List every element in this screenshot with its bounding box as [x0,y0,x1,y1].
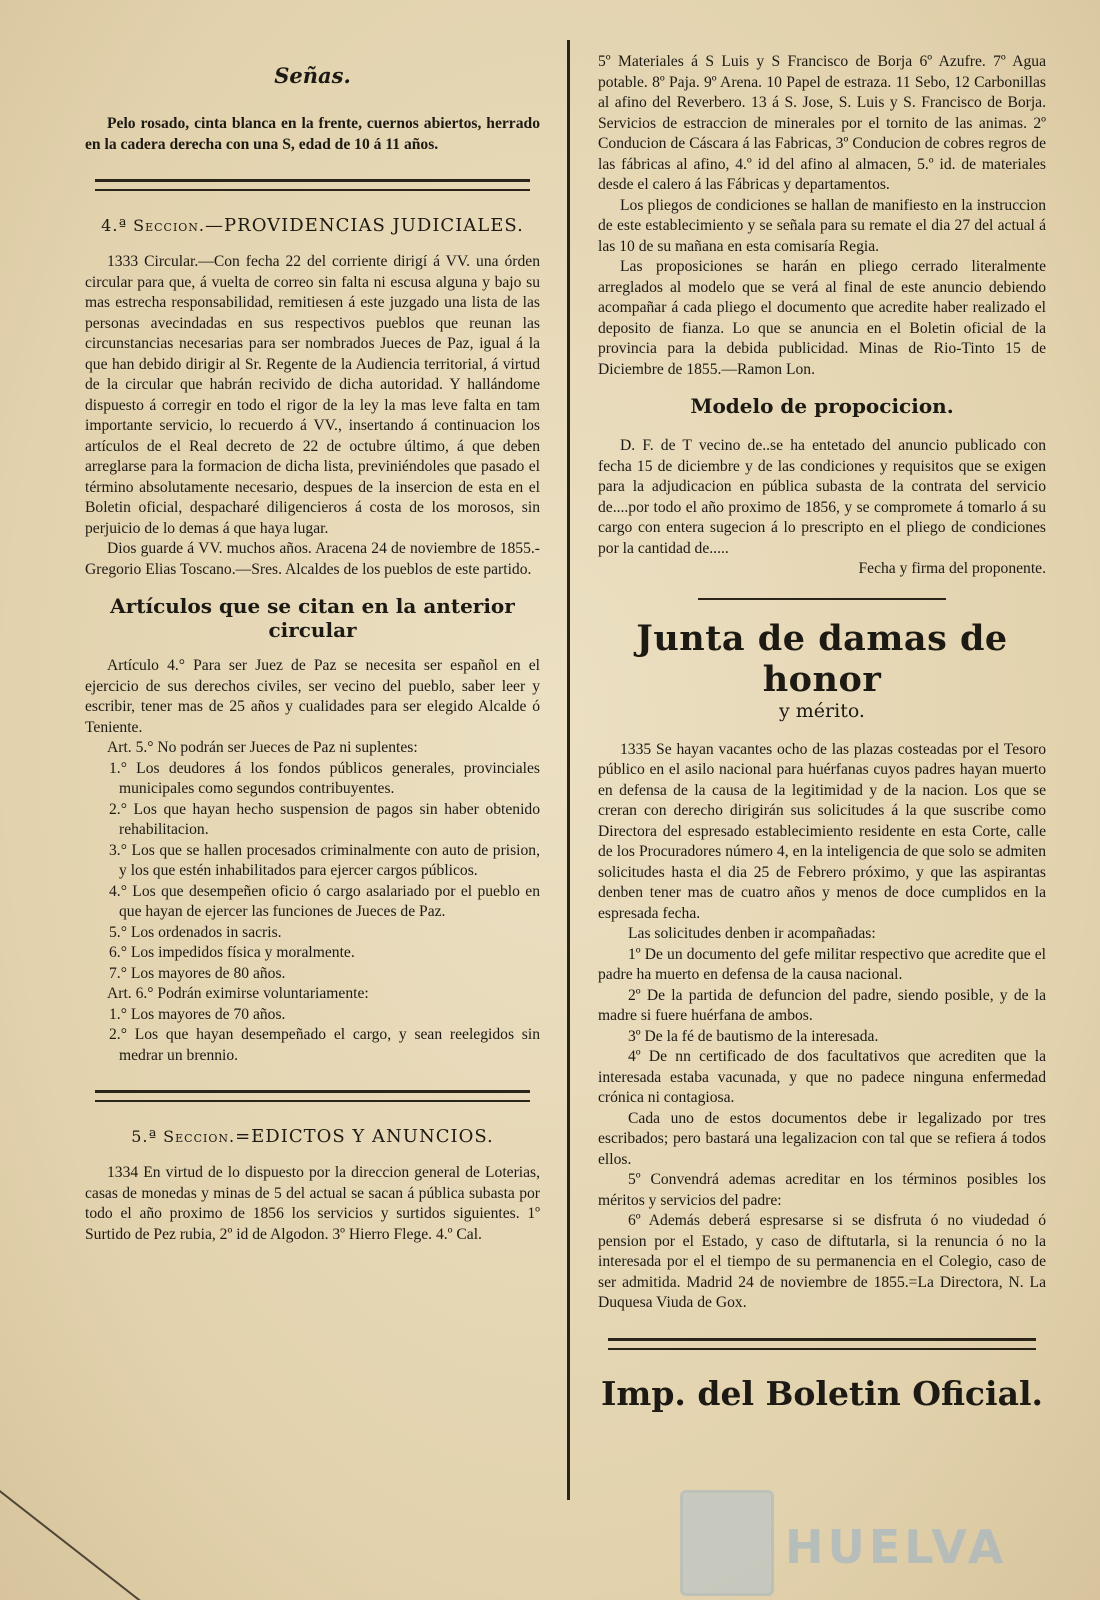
articulo-5-item-6: 6.° Los impedidos física y moralmente. [109,944,355,961]
senas-text: Pelo rosado, cinta blanca en la frente, cuernos abiertos, herrado en la cadera derecha con una S, edad de 10 á 11 años. [85,115,540,153]
requisito-3: 3º De la fé de bautismo de la interesada. [628,1027,879,1045]
requisito-2: 2º De la partida de defuncion del padre, siendo posible, y de la madre si fuere huérfana de ambos. [598,986,1046,1024]
anuncio-1335: 1335 Se hayan vacantes ocho de las plazas costeadas por el Tesoro público en el asilo nacional para huérfanas cuyos padres hayan muerto en defensa de la causa de la legitimidad y de la nacion. Los que se creran con derecho dirigirán sus solicitudes á la que suscribe como Directora del espresado establecimiento residente en esta Corte, calle de los Procuradores número 4, en la inteligencia de que solo se admiten solicitudes hasta el dia 25 de Febrero próximo, y que las aspirantas denben tener mas de cuatro años y menos de doce cumplidos en la espresada fecha. [598,740,1046,922]
left-column [85,55,540,1245]
huelva-watermark: HUELVA [785,1520,1008,1574]
section-4-title: —PROVIDENCIAS JUDICIALES. [205,215,524,236]
modelo-firma: Fecha y firma del proponente. [858,560,1046,577]
junta-heading: Junta de damas de honor [636,617,1008,700]
double-divider [95,179,530,191]
imprenta-footer: Imp. del Boletin Oficial. [601,1373,1043,1413]
requisito-6: 6º Además deberá espresarse si se disfruta ó no viudedad ó pension por el Estado, y caso de diftutarla, si la renuncia ó no la interesada por el el tiempo de su permanencia en el Colegio, caso de ser admitida. Madrid 24 de noviembre de 1855.=La Directora, N. La Duquesa Viuda de Gox. [598,1212,1046,1311]
articulo-4: Artículo 4.° Para ser Juez de Paz se necesita ser español en el ejercicio de sus derechos civiles, ser vecino del pueblo, saber leer y escribir, tener mas de 25 años y cualidades para ser elegido Alcalde ó Teniente. [85,657,540,736]
anuncio-1334-cont: 5º Materiales á S Luis y S Francisco de Borja 6º Azufre. 7º Agua potable. 8º Paja. 9º Arena. 10 Papel de estraza. 11 Sebo, 12 Carbonillas al afino del Reverbero. 13 á S. Jose, S. Luis y S. Francisco de Borja. Servicios de estraccion de minerales por el tornito de las animas. 2º Conducion de Cáscara á las Fabricas, 3º Conducion de cobres regros de las fábricas al afino, 4.º id del afino al almacen, 5.º id. de materiales desde el calero á las Fábricas y departamentos. [598,53,1046,193]
circular-1333: 1333 Circular.—Con fecha 22 del corriente dirigí á VV. una órden circular para que, á vuelta de correo sin falta ni escusa alguna y bajo su mas estrecha responsabilidad, remitiesen á este juzgado una lista de las personas avecindadas en sus respectivos pueblos que reunan las circunstancias necesarias para ser nombrados Jueces de Paz, igual á la que han debido dirigir al Sr. Regente de la Audiencia territorial, á virtud de la circular que habrán recivido de dicha autoridad. Y hallándome dispuesto á corregir en todo el rigor de la ley la mas leve falta en tam importante servicio, lo recuerdo á VV., insertando á continuacion los artículos de el Real decreto de 22 de octubre último, á que deben arreglarse para la formacion de dicha lista, previniéndoles que pasado el término absolutamente necesario, despues de la insercion de esta en el Boletin oficial, despacharé diligencieros á costa de los morosos, sin perjuicio de lo demas á que haya lugar. [85,253,540,537]
requisito-1: 1º De un documento del gefe militar respectivo que acredite que el padre ha muerto en defensa de la causa nacional. [598,945,1046,983]
column-divider [567,40,570,1500]
anuncio-1334: 1334 En virtud de lo dispuesto por la direccion general de Loterias, casas de monedas y minas de 5 del actual se sacan á pública subasta por todo el año proximo de 1856 los servicios y surtidos siguientes. 1º Surtido de Pez rubia, 2º id de Algodon. 3º Hierro Flege. 4.º Cal. [85,1164,540,1243]
requisito-4: 4º De nn certificado de dos facultativos que acrediten que la interesada estaba vacunada, y que no padece ninguna enfermedad crónica ni contagiosa. [598,1048,1046,1106]
section-5-label: 5.ª Seccion. [131,1127,236,1146]
senas-heading: Señas. [274,63,351,88]
articulo-5-item-4: 4.° Los que desempeñen oficio ó cargo asalariado por el pueblo en que hayan de ejercer las funciones de Jueces de Paz. [109,882,540,920]
divider [698,598,946,600]
double-divider [95,1090,530,1102]
stray-line [0,1490,189,1600]
articulo-5-item-7: 7.° Los mayores de 80 años. [109,964,286,982]
section-4-heading [85,215,540,236]
modelo-text: D. F. de T vecino de..se ha entetado del anuncio publicado con fecha 15 de diciembre y de las condiciones y requisitos que se exigen para la adjudicacion en pública subasta de la contrata del servicio de....por todo el año proximo de 1856, y se compromete á tomarlo á su cargo con entera sugecion á lo prescripto en el pliego de condiciones por la cantidad de..... [598,437,1046,557]
articulo-5-item-2: 2.° Los que hayan hecho suspension de pagos sin haber obtenido rehabilitacion. [109,800,540,838]
pliegos-text: Los pliegos de condiciones se hallan de manifiesto en la instruccion de este establecimiento y se señala para su remate el dia 27 del actual á las 10 de su mañana en esta comisaría Regia. [598,196,1046,255]
section-5-title: =EDICTOS Y ANUNCIOS. [235,1126,494,1147]
articulos-heading: Artículos que se citan en la anterior circular [110,594,515,642]
articulo-5: Art. 5.° No podrán ser Jueces de Paz ni suplentes: [107,739,418,756]
double-divider [608,1338,1036,1350]
articulo-6: Art. 6.° Podrán eximirse voluntariamente: [107,985,369,1002]
huelva-crest-watermark [680,1490,774,1596]
legalizacion-text: Cada uno de estos documentos debe ir legalizado por tres escribados; pero bastará una legalizacion con tal que se refiera á todos ellos. [598,1109,1046,1168]
articulo-5-item-3: 3.° Los que se hallen procesados criminalmente con auto de prision, y los que estén inhabilitados para ejercer cargos públicos. [109,841,540,879]
circular-signoff: Dios guarde á VV. muchos años. Aracena 24 de noviembre de 1855.-Gregorio Elias Toscano.—Sres. Alcaldes de los pueblos de este partido. [85,540,540,578]
articulo-6-item-1: 1.° Los mayores de 70 años. [109,1005,286,1023]
articulo-6-item-2: 2.° Los que hayan desempeñado el cargo, y sean reelegidos sin medrar un brennio. [109,1026,540,1064]
solicitudes-intro: Las solicitudes denben ir acompañadas: [628,925,876,942]
proposiciones-text: Las proposiciones se harán en pliego cerrado literalmente arreglados al modelo que se verá al final de este anuncio debiendo acompañar á cada pliego el documento que acredite haber realizado el deposito de fianza. Lo que se anuncia en el Boletin oficial de la provincia para la debida publicidad. Minas de Rio-Tinto 15 de Diciembre de 1855.—Ramon Lon. [598,258,1046,378]
section-5-heading [85,1126,540,1147]
section-4-label: 4.ª Seccion. [101,216,206,235]
articulo-5-item-1: 1.° Los deudores á los fondos públicos generales, provinciales municipales como segundos contribuyentes. [109,759,540,797]
requisito-5: 5º Convendrá ademas acreditar en los términos posibles los méritos y servicios del padre: [598,1171,1046,1209]
right-column [598,52,1046,1413]
modelo-heading: Modelo de propocicion. [690,394,954,418]
articulo-5-item-5: 5.° Los ordenados in sacris. [109,923,282,941]
junta-subheading: y mérito. [779,699,865,722]
